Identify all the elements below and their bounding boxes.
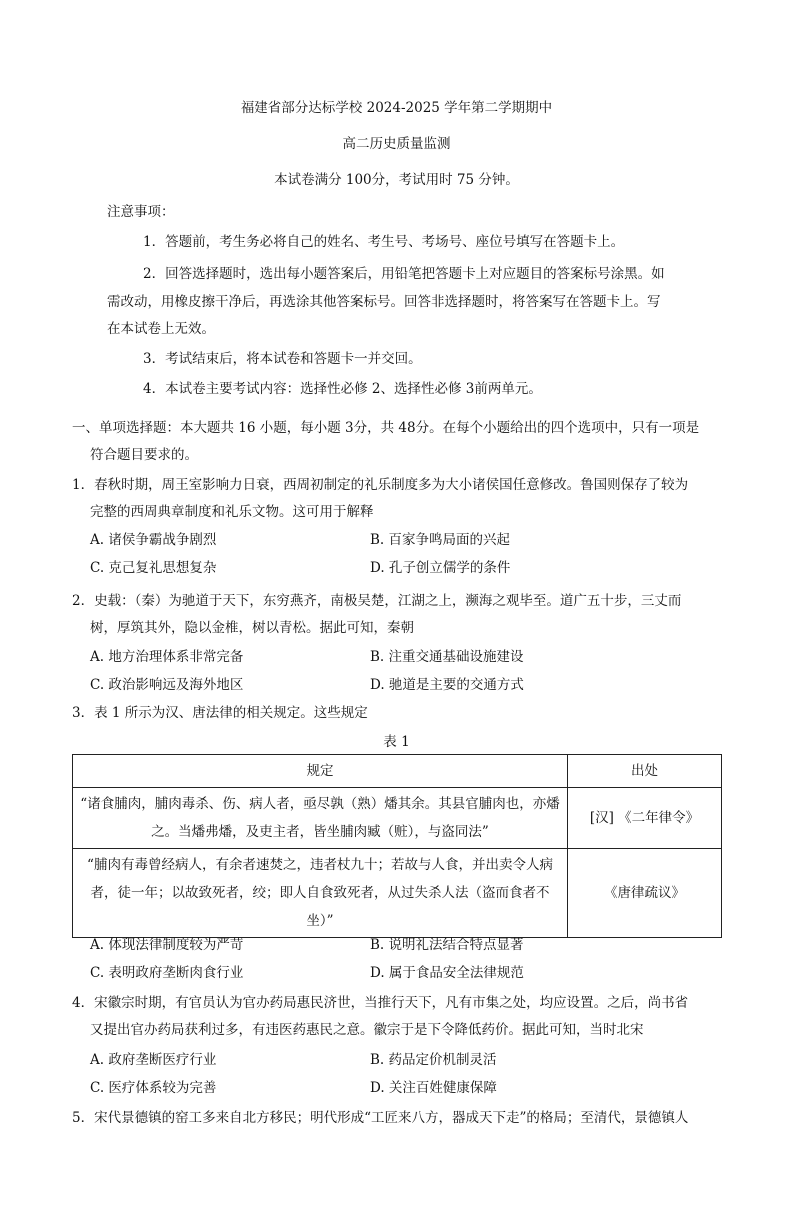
law-table — [72, 754, 722, 938]
exam-title-line2: 高二历史质量监测 — [342, 136, 451, 152]
q4-option-d: D. 关注百姓健康保障 — [370, 1080, 497, 1096]
q1-stem-line2: 完整的西周典章制度和礼乐文物。这可用于解释 — [90, 504, 374, 520]
table-cell-source-han: [汉] 《二年律令》 — [568, 788, 722, 849]
table-row — [73, 788, 722, 849]
q2-option-b: B. 注重交通基础设施建设 — [370, 649, 524, 665]
table-cell-source-tang: 《唐律疏议》 — [568, 849, 722, 938]
table-cell-rule-tang: “脯肉有毒曾经病人，有余者速焚之，违者杖九十；若故与人食，并出卖令人病者，徒一年；以故致死者，绞；即人自食致死者，从过失杀人法（盗而食者不坐）” — [73, 849, 568, 938]
q4-option-a: A. 政府垄断医疗行业 — [90, 1052, 217, 1068]
table-caption: 表 1 — [383, 734, 410, 750]
table-header-row — [73, 755, 722, 788]
q2-option-d: D. 驰道是主要的交通方式 — [370, 677, 524, 693]
notice-item-2-line1: 2．回答选择题时，选出每小题答案后，用铅笔把答题卡上对应题目的答案标号涂黑。如 — [143, 266, 665, 282]
q4-option-b: B. 药品定价机制灵活 — [370, 1052, 497, 1068]
table-cell-rule-han: “诸食脯肉，脯肉毒杀、伤、病人者，亟尽孰（熟）燔其余。其县官脯肉也，亦燔之。当燔弗燔，及吏主者，皆坐脯肉臧（赃），与盗同法” — [73, 788, 568, 849]
exam-subtitle: 本试卷满分 100分，考试用时 75 分钟。 — [274, 172, 519, 188]
table-header-source: 出处 — [568, 755, 722, 788]
q4-stem-line2: 又提出官办药局获利过多，有违医药惠民之意。徽宗于是下令降低药价。据此可知，当时北宋 — [90, 1022, 644, 1038]
q5-stem-line1: 5．宋代景德镇的窑工多来自北方移民；明代形成“工匠来八方，器成天下走”的格局；至清代，景德镇人 — [72, 1110, 689, 1126]
q1-option-b: B. 百家争鸣局面的兴起 — [370, 532, 511, 548]
notice-item-4: 4．本试卷主要考试内容：选择性必修 2、选择性必修 3前两单元。 — [143, 381, 542, 397]
table-header-rule: 规定 — [73, 755, 568, 788]
q3-stem-line1: 3．表 1 所示为汉、唐法律的相关规定。这些规定 — [72, 705, 368, 721]
notice-item-2-line2: 需改动，用橡皮擦干净后，再选涂其他答案标号。回答非选择题时，将答案写在答题卡上。写 — [107, 294, 661, 310]
q2-option-c: C. 政治影响远及海外地区 — [90, 677, 244, 693]
section1-instruction-line1: 一、单项选择题：本大题共 16 小题，每小题 3分，共 48分。在每个小题给出的四个选项中，只有一项是 — [72, 420, 700, 436]
notice-label: 注意事项： — [107, 204, 175, 220]
q2-stem-line1: 2．史载：（秦）为驰道于天下，东穷燕齐，南极吴楚，江湖之上，濒海之观毕至。道广五十步，三丈而 — [72, 593, 682, 609]
q4-option-c: C. 医疗体系较为完善 — [90, 1080, 217, 1096]
exam-title-line1: 福建省部分达标学校 2024-2025 学年第二学期期中 — [240, 100, 553, 116]
q2-option-a: A. 地方治理体系非常完备 — [90, 649, 244, 665]
q4-stem-line1: 4．宋徽宗时期，有官员认为官办药局惠民济世，当推行天下，凡有市集之处，均应设置。之后，尚书省 — [72, 995, 689, 1011]
q3-option-d: D. 属于食品安全法律规范 — [370, 965, 524, 981]
table-row — [73, 849, 722, 938]
q1-option-c: C. 克己复礼思想复杂 — [90, 560, 217, 576]
notice-item-3: 3．考试结束后，将本试卷和答题卡一并交回。 — [143, 351, 422, 367]
q3-option-b: B. 说明礼法结合特点显著 — [370, 937, 524, 953]
notice-item-2-line3: 在本试卷上无效。 — [107, 321, 215, 337]
q1-option-a: A. 诸侯争霸战争剧烈 — [90, 532, 217, 548]
notice-item-1: 1．答题前，考生务必将自己的姓名、考生号、考场号、座位号填写在答题卡上。 — [143, 234, 625, 250]
q1-option-d: D. 孔子创立儒学的条件 — [370, 560, 511, 576]
q1-stem-line1: 1．春秋时期，周王室影响力日衰，西周初制定的礼乐制度多为大小诸侯国任意修改。鲁国则保存了较为 — [72, 477, 689, 493]
q3-option-c: C. 表明政府垄断肉食行业 — [90, 965, 244, 981]
q2-stem-line2: 树，厚筑其外，隐以金椎，树以青松。据此可知，秦朝 — [90, 620, 414, 636]
q3-option-a: A. 体现法律制度较为严苛 — [90, 937, 244, 953]
section1-instruction-line2: 符合题目要求的。 — [90, 447, 198, 463]
